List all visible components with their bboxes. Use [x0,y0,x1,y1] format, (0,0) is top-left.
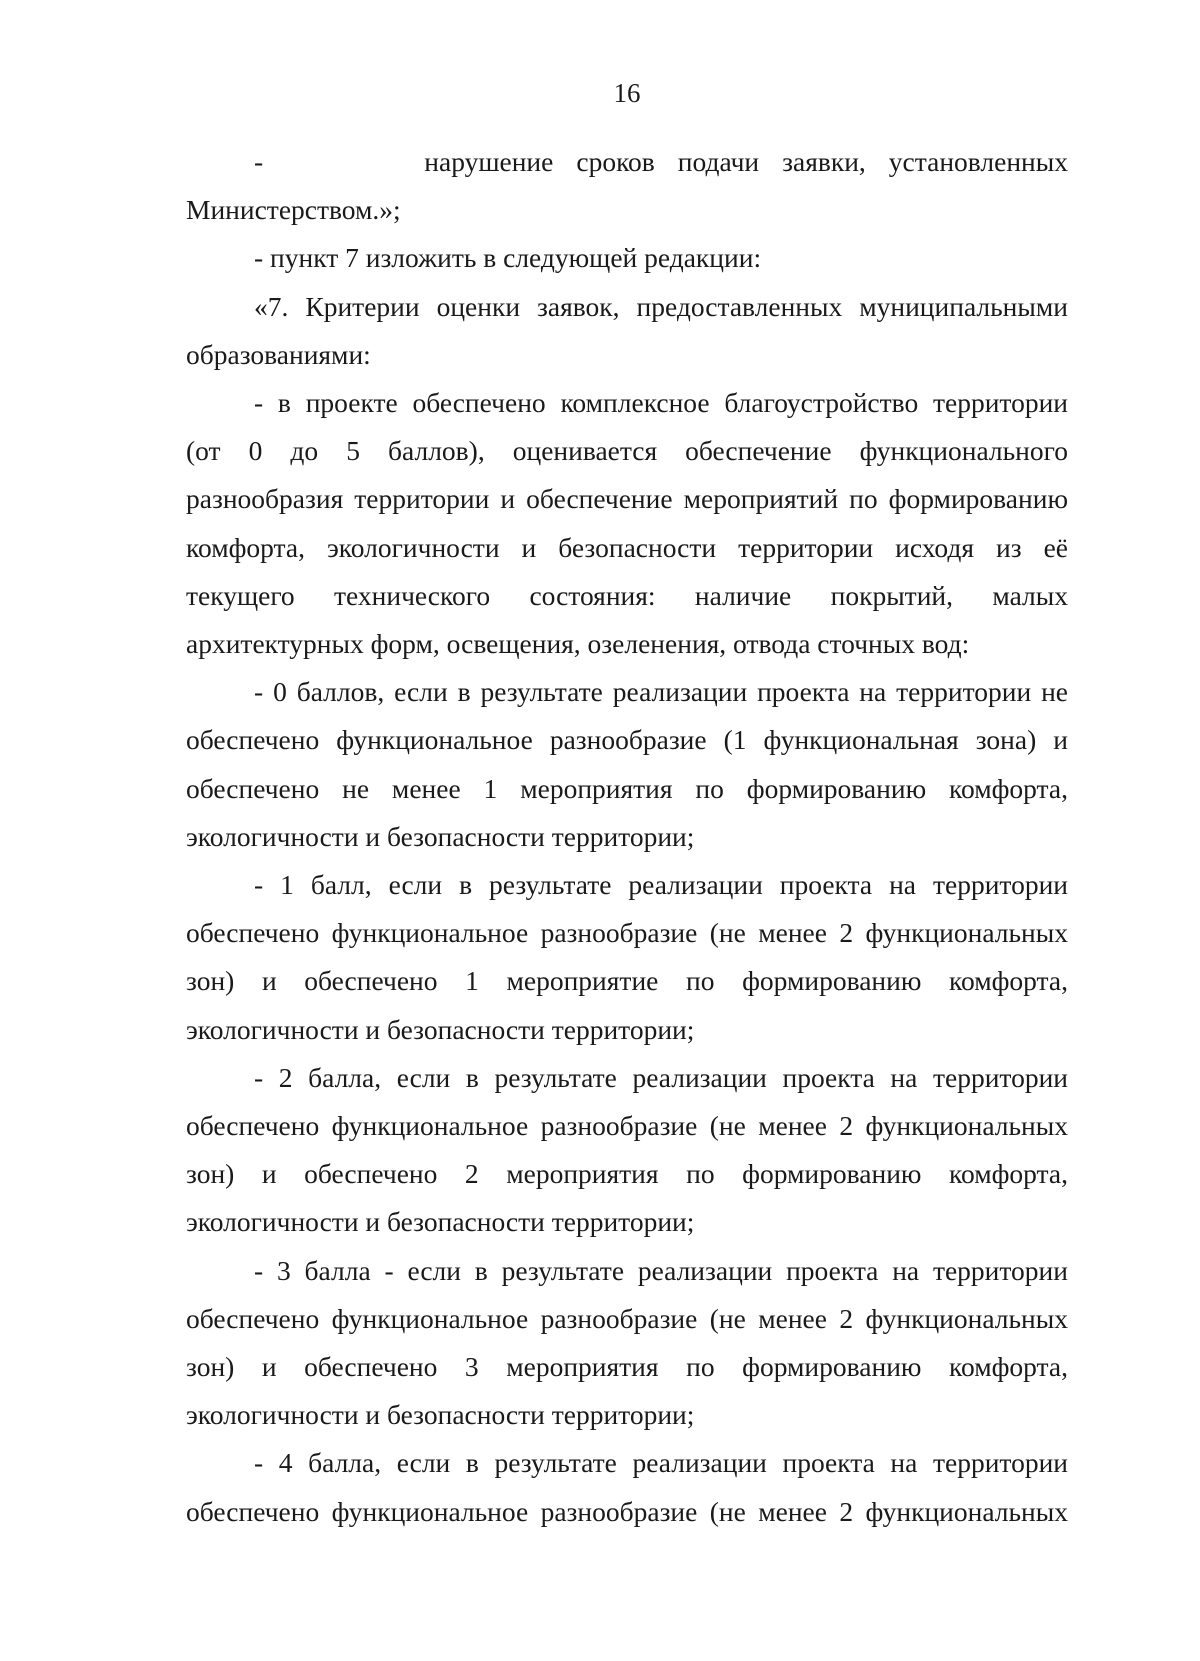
paragraph-violation-deadline [186,138,1068,234]
paragraph-score-4 [186,1439,1068,1535]
paragraph-line: (от 0 до 5 баллов), оценивается обеспечение функционального [186,435,1068,467]
paragraph-line: текущего технического состояния: наличие покрытий, малых [186,579,1068,611]
paragraph-item-7-edit [186,234,1068,282]
document-body [186,138,1068,1536]
paragraph-line: - 2 балла, если в результате реализации проекта на территории [254,1061,1068,1093]
paragraph-line: - нарушение сроков подачи заявки, установленных [254,146,1068,177]
paragraph-line: - 3 балла - если в результате реализации проекта на территории [254,1254,1068,1286]
paragraph-line: - 1 балл, если в результате реализации проекта на территории [254,869,1068,901]
paragraph-line: архитектурных форм, освещения, озеленения, отвода сточных вод: [186,628,970,660]
paragraph-line: обеспечено функциональное разнообразие (1 функциональная зона) и [186,724,1068,756]
paragraph-line: экологичности и безопасности территории; [186,1399,695,1431]
paragraph-line: экологичности и безопасности территории; [186,820,695,852]
paragraph-score-3 [186,1247,1068,1440]
paragraph-line: образованиями: [186,338,371,370]
paragraph-line: разнообразия территории и обеспечение мероприятий по формированию [186,483,1068,515]
paragraph-line: обеспечено не менее 1 мероприятия по формированию комфорта, [186,772,1068,804]
paragraph-score-1 [186,861,1068,1054]
paragraph-line: зон) и обеспечено 2 мероприятия по формированию комфорта, [186,1158,1068,1190]
paragraph-complex-improvement [186,379,1068,668]
paragraph-line: - пункт 7 изложить в следующей редакции: [254,242,762,274]
paragraph-line: экологичности и безопасности территории; [186,1013,695,1045]
paragraph-line: - 0 баллов, если в результате реализации проекта на территории не [254,676,1068,708]
paragraph-line: - 4 балла, если в результате реализации проекта на территории [254,1447,1068,1479]
paragraph-line: обеспечено функциональное разнообразие (не менее 2 функциональных [186,1495,1068,1527]
paragraph-line: зон) и обеспечено 3 мероприятия по формированию комфорта, [186,1351,1068,1383]
paragraph-line: обеспечено функциональное разнообразие (не менее 2 функциональных [186,917,1068,949]
paragraph-line: - в проекте обеспечено комплексное благоустройство территории [254,387,1068,419]
page-number: 16 [613,78,641,108]
paragraph-line: зон) и обеспечено 1 мероприятие по формированию комфорта, [186,965,1068,997]
paragraph-line: «7. Критерии оценки заявок, предоставленных муниципальными [254,290,1068,322]
paragraph-line: Министерством.»; [186,194,401,226]
paragraph-line: экологичности и безопасности территории; [186,1206,695,1238]
paragraph-line: комфорта, экологичности и безопасности территории исходя из её [186,531,1068,563]
paragraph-criteria-heading [186,283,1068,379]
paragraph-score-2 [186,1054,1068,1247]
paragraph-score-0 [186,668,1068,861]
paragraph-line: обеспечено функциональное разнообразие (не менее 2 функциональных [186,1110,1068,1142]
paragraph-line: обеспечено функциональное разнообразие (не менее 2 функциональных [186,1302,1068,1334]
